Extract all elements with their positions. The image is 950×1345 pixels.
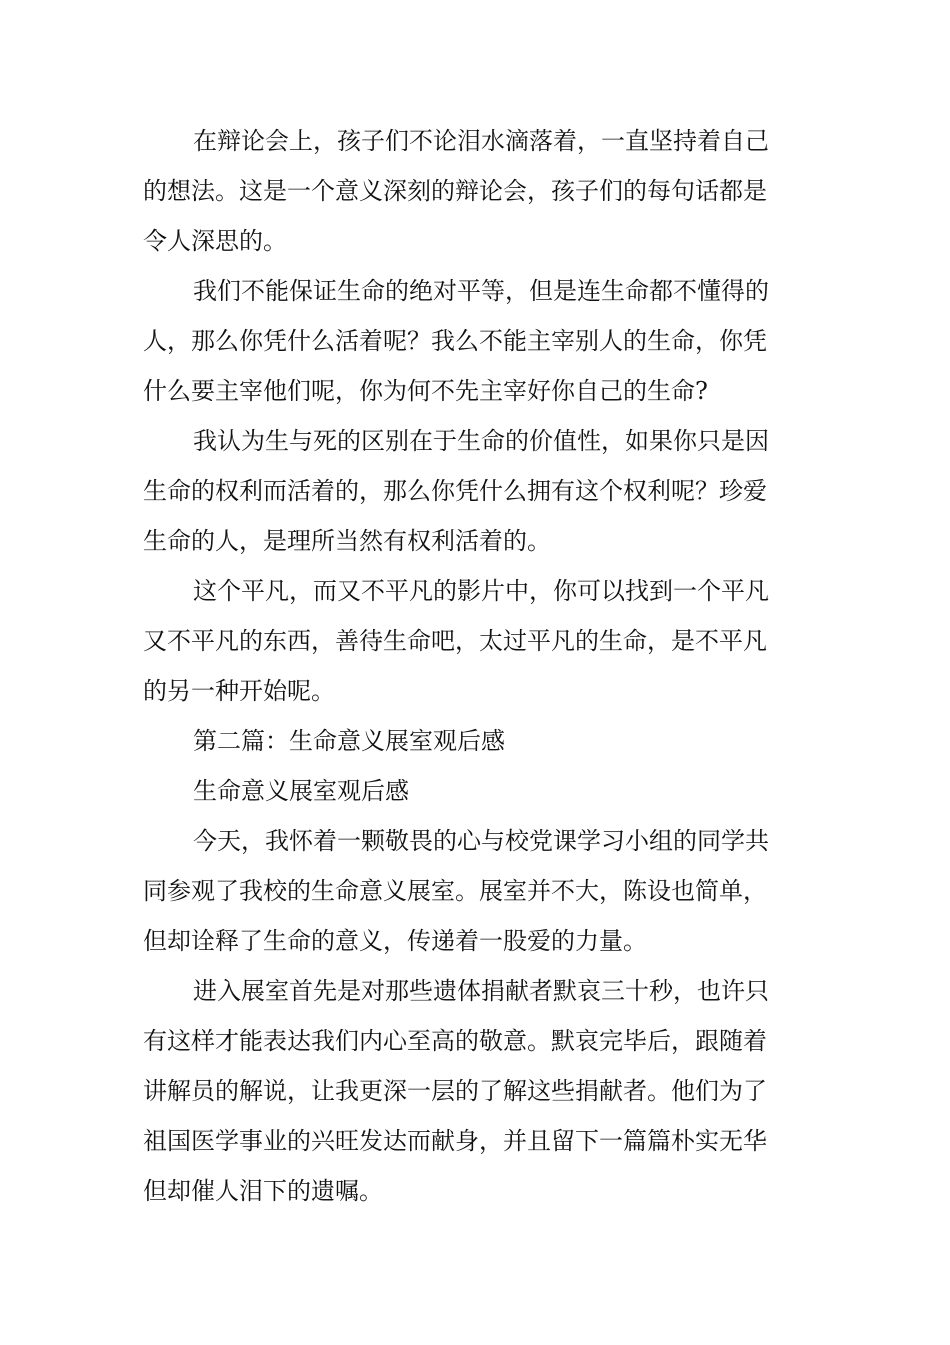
- text-line: 进入展室首先是对那些遗体捐献者默哀三十秒，也许只: [193, 977, 769, 1005]
- paragraph-equality: [143, 266, 769, 416]
- text-line: 第二篇：生命意义展室观后感: [193, 727, 505, 755]
- paragraph-donors: [143, 966, 769, 1216]
- text-line: 今天，我怀着一颗敬畏的心与校党课学习小组的同学共: [193, 827, 769, 855]
- text-line: 生命的人，是理所当然有权利活着的。: [143, 527, 551, 555]
- text-line: 的另一种开始呢。: [143, 677, 335, 705]
- paragraph-debate: [143, 116, 769, 266]
- text-line: 我们不能保证生命的绝对平等，但是连生命都不懂得的: [193, 277, 769, 305]
- text-line: 有这样才能表达我们内心至高的敬意。默哀完毕后，跟随着: [143, 1027, 767, 1055]
- text-line: 人，那么你凭什么活着呢？我么不能主宰别人的生命，你凭: [143, 327, 767, 355]
- paragraph-visit: [143, 816, 769, 966]
- section-heading: [143, 716, 743, 766]
- document-body: [143, 116, 769, 1216]
- text-line: 同参观了我校的生命意义展室。展室并不大，陈设也简单，: [143, 877, 767, 905]
- text-line: 又不平凡的东西，善待生命吧，太过平凡的生命，是不平凡: [143, 627, 767, 655]
- text-line: 但却诠释了生命的意义，传递着一股爱的力量。: [143, 927, 647, 955]
- text-line: 生命意义展室观后感: [193, 777, 409, 805]
- text-line: 这个平凡，而又不平凡的影片中，你可以找到一个平凡: [193, 577, 769, 605]
- paragraph-ordinary: [143, 566, 769, 716]
- paragraph-life-death: [143, 416, 769, 566]
- article-title: [143, 766, 743, 816]
- text-line: 我认为生与死的区别在于生命的价值性，如果你只是因: [193, 427, 769, 455]
- text-line: 但却催人泪下的遗嘱。: [143, 1177, 383, 1205]
- text-line: 生命的权利而活着的，那么你凭什么拥有这个权利呢？珍爱: [143, 477, 767, 505]
- text-line: 什么要主宰他们呢，你为何不先主宰好你自己的生命?: [143, 377, 708, 405]
- text-line: 令人深思的。: [143, 227, 287, 255]
- text-line: 在辩论会上，孩子们不论泪水滴落着，一直坚持着自己: [193, 127, 769, 155]
- text-line: 的想法。这是一个意义深刻的辩论会，孩子们的每句话都是: [143, 177, 767, 205]
- text-line: 讲解员的解说，让我更深一层的了解这些捐献者。他们为了: [143, 1077, 767, 1105]
- text-line: 祖国医学事业的兴旺发达而献身，并且留下一篇篇朴实无华: [143, 1127, 767, 1155]
